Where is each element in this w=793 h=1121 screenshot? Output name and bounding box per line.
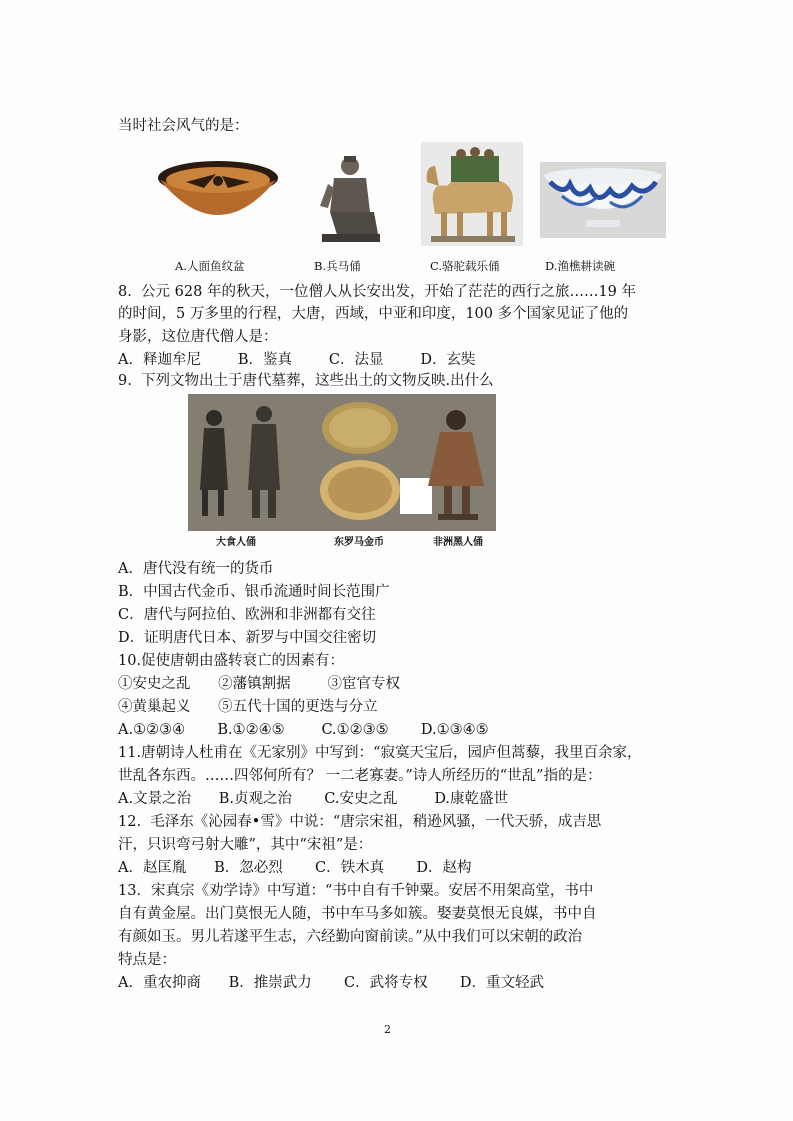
q8-stem-line-1: 8. 公元 628 年的秋天，一位僧人从长安出发，开始了茫茫的西行之旅……19 年: [118, 284, 637, 300]
blue-white-bowl-icon: [540, 162, 666, 238]
q8-stem-line-2: 的时间，5 万多里的行程，大唐，西域，中亚和印度，100 多个国家见证了他的: [118, 306, 629, 322]
q12-stem-line-2: 汗，只识弯弓射大雕”，其中“宋祖”是：: [118, 837, 373, 853]
option-a-caption: A.人面鱼纹盆: [175, 259, 245, 273]
q10-items-1: ①安史之乱 ②藩镇割据 ③宦官专权: [118, 676, 401, 692]
q13-stem-line-1: 13．宋真宗《劝学诗》中写道：“书中自有千钟粟。安居不用架高堂，书中: [118, 883, 594, 899]
q11-options: A.文景之治 B.贞观之治 C.安史之乱 D.康乾盛世: [118, 791, 509, 807]
q13-stem-line-2: 自有黄金屋。出门莫恨无人随，书中车马多如簇。娶妻莫恨无良媒，书中自: [118, 906, 597, 922]
page-number: 2: [384, 1023, 391, 1036]
q8-stem-line-3: 身影，这位唐代僧人是：: [118, 329, 278, 345]
q11-stem-line-1: 11.唐朝诗人杜甫在《无家别》中写到：“寂寞天宝后，园庐但蒿藜，我里百余家，: [118, 745, 642, 761]
option-d-caption: D.渔樵耕读碗: [545, 259, 615, 273]
artifact-photo: [188, 394, 496, 531]
camel-musicians-figurine-icon: [421, 142, 523, 246]
painted-bowl-icon: [156, 158, 280, 234]
artifact-figures-icon: [188, 394, 496, 531]
q11-stem-line-2: 世乱各东西。……四邻何所有？ 一二老寡妻。”诗人所经历的“世乱”指的是：: [118, 768, 602, 784]
option-c-caption: C.骆驼载乐俑: [430, 259, 500, 273]
q12-options: A．赵匡胤 B．忽必烈 C．铁木真 D．赵构: [118, 860, 472, 876]
q9-option-c: C．唐代与阿拉伯、欧洲和非洲都有交往: [118, 607, 376, 623]
photo-label-coin: 东罗马金币: [334, 537, 384, 548]
intro-line: 当时社会风气的是：: [118, 118, 249, 134]
q13-stem-line-3: 有颜如玉。男儿若遂平生志，六经勤向窗前读。”从中我们可以宋朝的政治: [118, 929, 583, 945]
q8-options: A．释迦牟尼 B．鉴真 C．法显 D．玄奘: [118, 352, 476, 368]
option-b-caption: B.兵马俑: [314, 259, 361, 273]
q9-stem: 9. 下列文物出土于唐代墓葬，这些出土的文物反映.出什么: [118, 373, 494, 389]
q13-options: A．重农抑商 B．推崇武力 C．武将专权 D．重文轻武: [118, 975, 545, 991]
q13-stem-line-4: 特点是：: [118, 952, 176, 968]
q10-items-2: ④黄巢起义 ⑤五代十国的更迭与分立: [118, 699, 378, 715]
q12-stem-line-1: 12. 毛泽东《沁园春•雪》中说：“唐宗宋祖，稍逊风骚，一代天骄，成吉思: [118, 814, 602, 830]
q9-option-a: A．唐代没有统一的货币: [118, 561, 274, 577]
photo-label-dashi: 大食人俑: [216, 537, 256, 548]
q9-option-d: D．证明唐代日本、新罗与中国交往密切: [118, 630, 377, 646]
q10-stem: 10.促使唐朝由盛转衰亡的因素有：: [118, 653, 345, 669]
kneeling-warrior-figurine-icon: [316, 154, 382, 246]
q9-option-b: B．中国古代金币、银币流通时间长范围广: [118, 584, 390, 600]
photo-label-african: 非洲黑人俑: [433, 537, 483, 548]
q10-options: A.①②③④ B.①②④⑤ C.①②③⑤ D.①③④⑤: [118, 722, 489, 738]
